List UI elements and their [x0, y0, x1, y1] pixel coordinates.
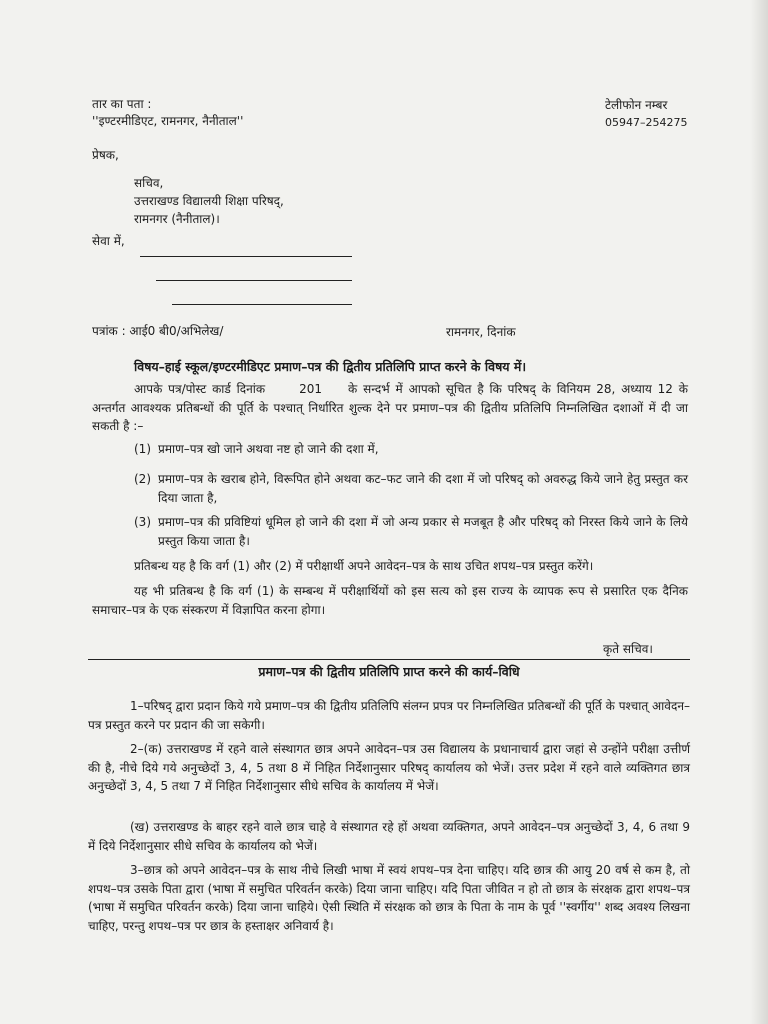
- condition-item: [134, 513, 688, 550]
- recipient-label: सेवा में,: [92, 234, 125, 248]
- proviso-paragraph: प्रतिबन्ध यह है कि वर्ग (1) और (2) में परीक्षार्थी अपने आवेदन–पत्र के साथ उचित शपथ–पत्र प्रस्तुत करेंगे।: [134, 559, 594, 573]
- page-edge-shadow: [750, 0, 768, 1024]
- condition-number: (1): [134, 442, 151, 456]
- place-date: रामनगर, दिनांक: [446, 325, 516, 339]
- sender-line1: सचिव,: [134, 176, 164, 190]
- intro-paragraph: [92, 380, 688, 436]
- intro-part2: के सन्दर्भ में आपको सूचित है कि परिषद् के विनियम 28, अध्याय 12 के अन्तर्गत आवश्यक प्रतिबन्धों की पूर्ति के पश्चात् निर्धारित शुल्क देने पर प्रमाण–पत्र की द्वितीय प्रतिलिपि निम्नलिखित दशाओं में दी जा सकती है :–: [92, 382, 688, 434]
- sender-label: प्रेषक,: [92, 148, 119, 162]
- condition-text: प्रमाण–पत्र के खराब होने, विरूपित होने अथवा कट–फट जाने की दशा में जो परिषद् को अवरुद्ध किये जाने हेतु प्रस्तुत कर दिया जाता है,: [158, 472, 688, 505]
- procedure-paragraph-3: 3–छात्र को अपने आवेदन–पत्र के साथ नीचे लिखी भाषा में स्वयं शपथ–पत्र देना चाहिए। यदि छात्र की आयु 20 वर्ष से कम है, तो शपथ–पत्र उसके पिता द्वारा (भाषा में समुचित परिवर्तन करके) दिया जाना चाहिए। यदि पिता जीवित न हो तो छात्र के संरक्षक द्वारा शपथ–पत्र (भाषा में समुचित परिवर्तन करके) दिया जाना चाहिये। ऐसी स्थिति में संरक्षक को छात्र के पिता के नाम के पूर्व ''स्वर्गीय'' शब्द अवश्य लिखना चाहिए, परन्तु शपथ–पत्र पर छात्र के हस्ताक्षर अनिवार्य है।: [88, 863, 690, 933]
- proviso-paragraph: यह भी प्रतिबन्ध है कि वर्ग (1) के सम्बन्ध में परीक्षार्थियों को इस सत्य को इस राज्य के व्यापक रूप से प्रसारित एक दैनिक समाचार–पत्र के एक संस्करण में विज्ञापित करना होगा।: [92, 584, 688, 617]
- telegram-address: ''इण्टरमीडिएट, रामनगर, नैनीताल'': [92, 114, 244, 128]
- condition-item: [134, 440, 688, 459]
- recipient-blank-line: [172, 304, 352, 305]
- condition-number: (2): [134, 472, 151, 486]
- intro-part1: आपके पत्र/पोस्ट कार्ड दिनांक: [134, 382, 266, 396]
- condition-text: प्रमाण–पत्र खो जाने अथवा नष्ट हो जाने की दशा में,: [158, 442, 379, 456]
- sender-line2: उत्तराखण्ड विद्यालयी शिक्षा परिषद्,: [134, 194, 284, 208]
- reference-number: पत्रांक : आई0 बी0/अभिलेख/: [92, 324, 224, 338]
- recipient-blank-line: [140, 256, 352, 257]
- phone-number: 05947–254275: [605, 116, 688, 129]
- telegram-label: तार का पता :: [92, 97, 152, 111]
- phone-label: टेलीफोन नम्बर: [605, 98, 668, 112]
- procedure-paragraph-2a: 2–(क) उत्तराखण्ड में रहने वाले संस्थागत छात्र अपने आवेदन–पत्र उस विद्यालय के प्रधानाचार्य द्वारा जहां से उन्होंने परीक्षा उत्तीर्ण की है, नीचे दिये गये अनुच्छेदों 3, 4, 5 तथा 8 में निहित निर्देशानुसार परिषद् कार्यालय को भेजें। उत्तर प्रदेश में रहने वाले व्यक्तिगत छात्र अनुच्छेदों 3, 4, 5 तथा 7 में निहित निर्देशानुसार सीधे सचिव के कार्यालय में भेजें।: [88, 742, 690, 794]
- letter-subject: विषय–हाई स्कूल/इण्टरमीडिएट प्रमाण–पत्र की द्वितीय प्रतिलिपि प्राप्त करने के विषय में।: [134, 359, 527, 374]
- procedure-paragraph-2b: (ख) उत्तराखण्ड के बाहर रहने वाले छात्र चाहे वे संस्थागत रहे हों अथवा व्यक्तिगत, अपने आवेदन–पत्र अनुच्छेदों 3, 4, 6 तथा 9 में दिये निर्देशानुसार सीधे सचिव के कार्यालय को भेजें।: [88, 820, 690, 853]
- recipient-blank-line: [156, 280, 352, 281]
- procedure-title: प्रमाण–पत्र की द्वितीय प्रतिलिपि प्राप्त करने की कार्य–विधि: [258, 664, 520, 679]
- procedure-paragraph-1: 1–परिषद् द्वारा प्रदान किये गये प्रमाण–पत्र की द्वितीय प्रतिलिपि संलग्न प्रपत्र पर निम्नलिखित प्रतिबन्धों की पूर्ति के पश्चात् आवेदन–पत्र प्रस्तुत करने पर प्रदान की जा सकेगी।: [88, 699, 690, 732]
- sender-line3: रामनगर (नैनीताल)।: [134, 212, 220, 226]
- condition-item: [134, 470, 688, 507]
- intro-year: 201: [299, 382, 323, 396]
- condition-number: (3): [134, 515, 151, 529]
- signoff: कृते सचिव।: [603, 642, 653, 656]
- section-divider: [88, 659, 690, 660]
- condition-text: प्रमाण–पत्र की प्रविष्टियां धूमिल हो जाने की दशा में जो अन्य प्रकार से मजबूत है और परिषद् को निरस्त किये जाने के लिये प्रस्तुत किया जाता है।: [158, 515, 688, 548]
